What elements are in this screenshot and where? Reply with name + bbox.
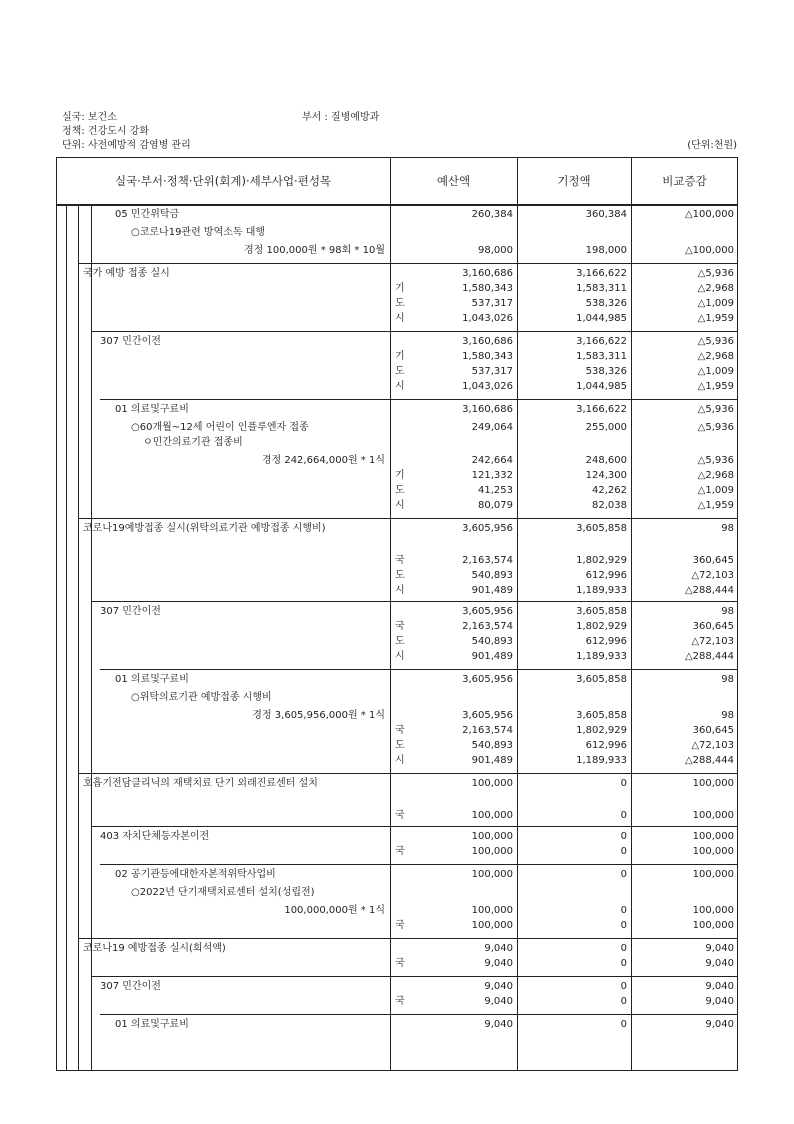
budget-amount: 3,605,956 — [462, 710, 513, 721]
difference-amount: △5,936 — [697, 268, 734, 279]
difference-amount: △5,936 — [697, 336, 734, 347]
difference-amount: 9,040 — [705, 958, 734, 969]
difference-amount: △5,936 — [697, 422, 734, 433]
prior-amount: 3,166,622 — [576, 404, 627, 415]
budget-amount: 249,064 — [471, 422, 513, 433]
difference-amount: △288,444 — [684, 651, 734, 662]
difference-amount: 100,000 — [692, 846, 734, 857]
fund-tag: 시 — [395, 313, 405, 324]
fund-tag: 국 — [395, 810, 405, 821]
difference-amount: △1,009 — [697, 485, 734, 496]
header-danwi: 단위: 사전예방적 감염병 관리 — [62, 140, 191, 151]
difference-amount: △72,103 — [691, 636, 734, 647]
row-label: 국가 예방 접종 실시 — [83, 268, 170, 279]
prior-amount: 3,166,622 — [576, 268, 627, 279]
header-divider — [390, 157, 391, 204]
row-label: 01 의료및구료비 — [115, 404, 189, 415]
budget-amount: 1,580,343 — [462, 351, 513, 362]
row-label: 경정 3,605,956,000원 * 1식 — [252, 710, 385, 721]
budget-amount: 9,040 — [484, 1019, 513, 1030]
budget-amount: 100,000 — [471, 846, 513, 857]
budget-amount: 901,489 — [471, 755, 513, 766]
prior-amount: 82,038 — [592, 500, 627, 511]
fund-tag: 도 — [395, 636, 405, 647]
difference-amount: 9,040 — [705, 996, 734, 1007]
row-label: 307 민간이전 — [100, 981, 161, 992]
budget-amount: 540,893 — [471, 740, 513, 751]
row-separator — [78, 518, 738, 519]
fund-tag: 기 — [395, 470, 405, 481]
budget-amount: 3,605,956 — [462, 674, 513, 685]
difference-amount: 360,645 — [692, 725, 734, 736]
row-label: 경정 100,000원 * 98회 * 10월 — [244, 245, 385, 256]
budget-amount: 537,317 — [471, 298, 513, 309]
difference-amount: 9,040 — [705, 1019, 734, 1030]
budget-amount: 100,000 — [471, 905, 513, 916]
row-label: 01 의료및구료비 — [115, 674, 189, 685]
row-separator — [91, 826, 738, 827]
header-buseo: 부서 : 질병예방과 — [302, 112, 380, 123]
prior-amount: 1,044,985 — [576, 381, 627, 392]
fund-tag: 시 — [395, 500, 405, 511]
difference-amount: 100,000 — [692, 920, 734, 931]
difference-amount: △1,959 — [697, 313, 734, 324]
column-header-1: 실국·부서·정책·단위(회계)·세부사업·편성목 — [56, 157, 390, 206]
row-label: 02 공기관등에대한자본적위탁사업비 — [115, 869, 276, 880]
budget-amount: 2,163,574 — [462, 555, 513, 566]
fund-tag: 기 — [395, 283, 405, 294]
budget-amount: 100,000 — [471, 778, 513, 789]
row-separator — [91, 976, 738, 977]
difference-amount: 100,000 — [692, 831, 734, 842]
header-unit: (단위:천원) — [687, 140, 737, 151]
row-separator — [100, 399, 738, 400]
row-label: 307 민간이전 — [100, 606, 161, 617]
column-header-3: 기정액 — [517, 157, 631, 206]
indent-line — [91, 204, 92, 1071]
difference-amount: 100,000 — [692, 778, 734, 789]
prior-amount: 42,262 — [592, 485, 627, 496]
prior-amount: 612,996 — [585, 636, 627, 647]
prior-amount: 612,996 — [585, 570, 627, 581]
header-divider — [517, 157, 518, 204]
budget-amount: 3,160,686 — [462, 404, 513, 415]
difference-amount: 100,000 — [692, 810, 734, 821]
fund-tag: 시 — [395, 651, 405, 662]
difference-amount: 98 — [721, 674, 734, 685]
header-divider — [631, 157, 632, 204]
budget-amount: 260,384 — [471, 209, 513, 220]
difference-amount: △1,959 — [697, 500, 734, 511]
difference-amount: 9,040 — [705, 943, 734, 954]
fund-tag: 국 — [395, 846, 405, 857]
budget-amount: 1,043,026 — [462, 313, 513, 324]
prior-amount: 1,044,985 — [576, 313, 627, 324]
difference-amount: 360,645 — [692, 555, 734, 566]
difference-amount: △72,103 — [691, 740, 734, 751]
budget-amount: 1,580,343 — [462, 283, 513, 294]
row-separator — [78, 773, 738, 774]
difference-amount: 98 — [721, 606, 734, 617]
header-jeongchaek: 정책: 건강도시 강화 — [62, 126, 150, 137]
prior-amount: 0 — [620, 810, 627, 821]
row-label: 05 민간위탁금 — [115, 209, 180, 220]
row-separator — [100, 864, 738, 865]
budget-amount: 9,040 — [484, 981, 513, 992]
difference-amount: △288,444 — [684, 585, 734, 596]
row-label: ○위탁의료기관 예방접종 시행비 — [131, 692, 272, 703]
prior-amount: 255,000 — [585, 422, 627, 433]
difference-amount: △72,103 — [691, 570, 734, 581]
prior-amount: 0 — [620, 869, 627, 880]
row-label: 코로나19예방접종 실시(위탁의료기관 예방접종 시행비) — [83, 523, 326, 534]
prior-amount: 3,605,858 — [576, 606, 627, 617]
budget-amount: 9,040 — [484, 996, 513, 1007]
difference-amount: 98 — [721, 523, 734, 534]
fund-tag: 국 — [395, 621, 405, 632]
prior-amount: 0 — [620, 981, 627, 992]
prior-amount: 0 — [620, 905, 627, 916]
difference-amount: △100,000 — [684, 245, 734, 256]
prior-amount: 3,605,858 — [576, 710, 627, 721]
fund-tag: 기 — [395, 351, 405, 362]
prior-amount: 360,384 — [585, 209, 627, 220]
row-label: 307 민간이전 — [100, 336, 161, 347]
prior-amount: 1,189,933 — [576, 585, 627, 596]
prior-amount: 1,802,929 — [576, 621, 627, 632]
prior-amount: 0 — [620, 846, 627, 857]
prior-amount: 1,189,933 — [576, 651, 627, 662]
budget-amount: 9,040 — [484, 943, 513, 954]
budget-amount: 100,000 — [471, 869, 513, 880]
prior-amount: 3,605,858 — [576, 523, 627, 534]
budget-amount: 242,664 — [471, 455, 513, 466]
fund-tag: 국 — [395, 725, 405, 736]
budget-amount: 540,893 — [471, 570, 513, 581]
budget-amount: 9,040 — [484, 958, 513, 969]
prior-amount: 538,326 — [585, 366, 627, 377]
fund-tag: 국 — [395, 958, 405, 969]
difference-amount: △1,009 — [697, 366, 734, 377]
fund-tag: 시 — [395, 585, 405, 596]
row-separator — [100, 1014, 738, 1015]
fund-tag: 국 — [395, 920, 405, 931]
prior-amount: 1,583,311 — [576, 351, 627, 362]
budget-amount: 1,043,026 — [462, 381, 513, 392]
row-label: ○60개월~12세 어린이 인플루엔자 접종 — [131, 422, 309, 433]
budget-amount: 3,605,956 — [462, 523, 513, 534]
fund-tag: 도 — [395, 485, 405, 496]
prior-amount: 1,802,929 — [576, 555, 627, 566]
difference-amount: 9,040 — [705, 981, 734, 992]
budget-amount: 540,893 — [471, 636, 513, 647]
prior-amount: 0 — [620, 996, 627, 1007]
prior-amount: 248,600 — [585, 455, 627, 466]
row-separator — [78, 263, 738, 264]
prior-amount: 198,000 — [585, 245, 627, 256]
row-separator — [100, 204, 738, 205]
difference-amount: △5,936 — [697, 455, 734, 466]
budget-table — [56, 157, 738, 1071]
budget-amount: 100,000 — [471, 831, 513, 842]
row-label: 호흡기전담클리닉의 재택치료 단기 외래진료센터 설치 — [83, 778, 318, 789]
fund-tag: 시 — [395, 755, 405, 766]
budget-amount: 98,000 — [478, 245, 513, 256]
row-label: 코로나19 예방접종 실시(희석액) — [83, 943, 226, 954]
fund-tag: 도 — [395, 740, 405, 751]
difference-amount: 100,000 — [692, 869, 734, 880]
prior-amount: 124,300 — [585, 470, 627, 481]
indent-line — [78, 204, 79, 1071]
row-label: 경정 242,664,000원 * 1식 — [261, 455, 385, 466]
column-header-2: 예산액 — [390, 157, 517, 206]
budget-amount: 100,000 — [471, 920, 513, 931]
difference-amount: △100,000 — [684, 209, 734, 220]
fund-tag: 도 — [395, 570, 405, 581]
budget-amount: 121,332 — [471, 470, 513, 481]
difference-amount: △288,444 — [684, 755, 734, 766]
row-separator — [91, 601, 738, 602]
prior-amount: 0 — [620, 778, 627, 789]
header-silguk: 실국: 보건소 — [62, 112, 117, 123]
budget-amount: 537,317 — [471, 366, 513, 377]
budget-amount: 2,163,574 — [462, 621, 513, 632]
difference-amount: △2,968 — [697, 470, 734, 481]
prior-amount: 0 — [620, 943, 627, 954]
row-label: ○코로나19관련 방역소독 대행 — [131, 227, 266, 238]
row-separator — [78, 938, 738, 939]
column-header-4: 비교증감 — [631, 157, 738, 206]
row-label: ㅇ민간의료기관 접종비 — [143, 437, 243, 448]
difference-amount: 98 — [721, 710, 734, 721]
fund-tag: 도 — [395, 366, 405, 377]
prior-amount: 0 — [620, 920, 627, 931]
fund-tag: 도 — [395, 298, 405, 309]
fund-tag: 국 — [395, 555, 405, 566]
indent-line — [66, 204, 67, 1071]
prior-amount: 0 — [620, 1019, 627, 1030]
budget-amount: 3,605,956 — [462, 606, 513, 617]
difference-amount: △1,959 — [697, 381, 734, 392]
fund-tag: 국 — [395, 996, 405, 1007]
budget-amount: 80,079 — [478, 500, 513, 511]
row-label: 01 의료및구료비 — [115, 1019, 189, 1030]
prior-amount: 1,802,929 — [576, 725, 627, 736]
row-separator — [100, 669, 738, 670]
budget-amount: 41,253 — [478, 485, 513, 496]
budget-amount: 100,000 — [471, 810, 513, 821]
row-label: 100,000,000원 * 1식 — [284, 905, 385, 916]
prior-amount: 1,583,311 — [576, 283, 627, 294]
difference-amount: △2,968 — [697, 283, 734, 294]
row-label: ○2022년 단기재택치료센터 설치(성립전) — [131, 887, 315, 898]
budget-amount: 3,160,686 — [462, 336, 513, 347]
difference-amount: 360,645 — [692, 621, 734, 632]
fund-tag: 시 — [395, 381, 405, 392]
difference-amount: △5,936 — [697, 404, 734, 415]
row-label: 403 자치단체등자본이전 — [100, 831, 210, 842]
difference-amount: △1,009 — [697, 298, 734, 309]
budget-amount: 901,489 — [471, 651, 513, 662]
difference-amount: △2,968 — [697, 351, 734, 362]
difference-amount: 100,000 — [692, 905, 734, 916]
prior-amount: 1,189,933 — [576, 755, 627, 766]
prior-amount: 3,166,622 — [576, 336, 627, 347]
budget-amount: 3,160,686 — [462, 268, 513, 279]
prior-amount: 612,996 — [585, 740, 627, 751]
prior-amount: 0 — [620, 831, 627, 842]
prior-amount: 3,605,858 — [576, 674, 627, 685]
budget-amount: 2,163,574 — [462, 725, 513, 736]
row-separator — [91, 331, 738, 332]
prior-amount: 0 — [620, 958, 627, 969]
prior-amount: 538,326 — [585, 298, 627, 309]
budget-amount: 901,489 — [471, 585, 513, 596]
